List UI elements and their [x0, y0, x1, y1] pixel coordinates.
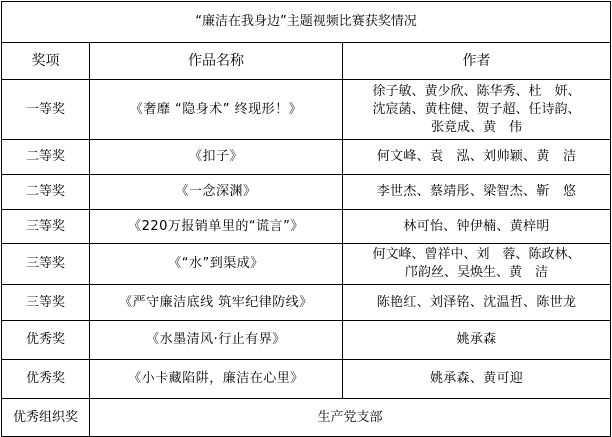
- header-author: 作者: [343, 43, 611, 80]
- award-cell: 三等奖: [2, 285, 90, 321]
- table-title: “廉洁在我身边”主题视频比赛获奖情况: [2, 2, 611, 43]
- award-cell: 三等奖: [2, 244, 90, 285]
- author-cell: [343, 80, 611, 140]
- award-cell: 一等奖: [2, 80, 90, 140]
- table-row: [2, 285, 611, 321]
- table-row: [2, 80, 611, 140]
- author-cell: 李世杰、蔡靖彤、梁智杰、靳 悠: [343, 175, 611, 210]
- author-cell: [343, 244, 611, 285]
- org-award-recipient: 生产党支部: [90, 399, 611, 437]
- table-row: [2, 140, 611, 175]
- work-title-cell: 《严守廉洁底线 筑牢纪律防线》: [90, 285, 343, 321]
- work-title-cell: 《奢靡 “隐身术” 终现形！》: [90, 80, 343, 140]
- author-cell: 陈艳红、刘泽铭、沈温哲、陈世龙: [343, 285, 611, 321]
- award-cell: 优秀奖: [2, 360, 90, 399]
- table-row: [2, 244, 611, 285]
- awards-table: [1, 1, 611, 437]
- author-line: 徐子敏、黄少欣、陈华秀、杜 妍、: [372, 83, 581, 99]
- table-row: [2, 321, 611, 360]
- author-cell: 林可怡、钟伊楠、黄梓明: [343, 210, 611, 244]
- title-row: [2, 2, 611, 43]
- table-row: [2, 360, 611, 399]
- table-row: [2, 175, 611, 210]
- award-cell: 二等奖: [2, 175, 90, 210]
- work-title-cell: 《“水”到渠成》: [90, 244, 343, 285]
- header-award: 奖项: [2, 43, 90, 80]
- author-line: 张竟成、黄 伟: [431, 119, 523, 135]
- org-award-row: [2, 399, 611, 437]
- work-title-cell: 《小卡藏陷阱，廉洁在心里》: [90, 360, 343, 399]
- table-row: [2, 210, 611, 244]
- author-line: 沈宸菡、黄柱健、贺子超、任诗韵、: [372, 101, 581, 117]
- header-work: 作品名称: [90, 43, 343, 80]
- author-cell: 何文峰、袁 泓、刘帅颖、黄 洁: [343, 140, 611, 175]
- author-line: 何文峰、曾祥中、刘 蓉、陈政林、: [372, 247, 581, 262]
- work-title-cell: 《扣子》: [90, 140, 343, 175]
- award-cell: 三等奖: [2, 210, 90, 244]
- author-line: 邝韵丝、吴焕生、黄 洁: [405, 265, 549, 280]
- award-cell: 优秀奖: [2, 321, 90, 360]
- work-title-cell: 《220万报销单里的“谎言”》: [90, 210, 343, 244]
- work-title-cell: 《一念深渊》: [90, 175, 343, 210]
- header-row: [2, 43, 611, 80]
- author-cell: 姚承森、黄可迎: [343, 360, 611, 399]
- author-cell: 姚承森: [343, 321, 611, 360]
- work-title-cell: 《水墨清风·行止有界》: [90, 321, 343, 360]
- award-cell: 优秀组织奖: [2, 399, 90, 437]
- award-cell: 二等奖: [2, 140, 90, 175]
